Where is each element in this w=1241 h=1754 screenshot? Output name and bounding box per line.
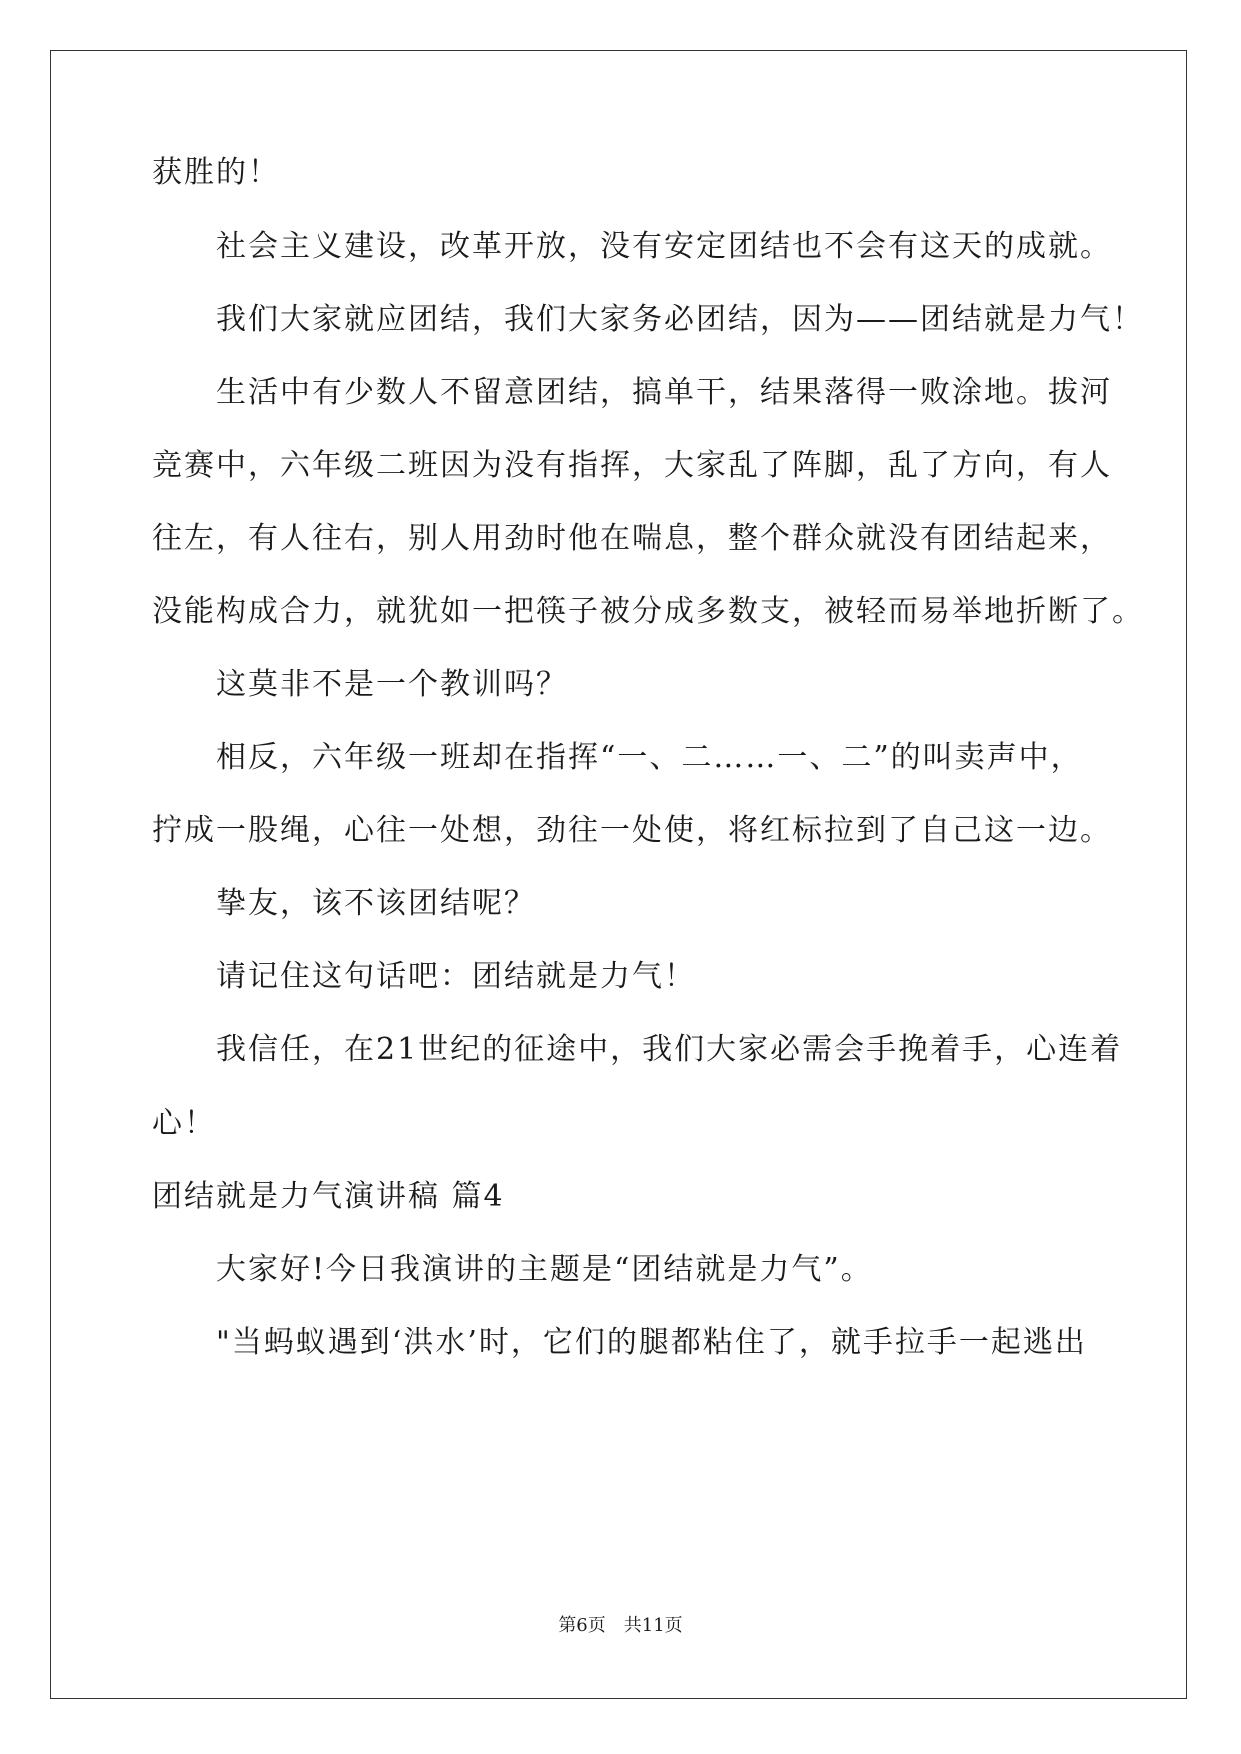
section-heading: 团结就是力气演讲稿 篇4 — [152, 1179, 505, 1214]
paragraph-line: 这莫非不是一个教训吗？ — [216, 667, 568, 702]
text-line: 往左，有人往右，别人用劲时他在喘息，整个群众就没有团结起来， — [152, 521, 1112, 556]
page-number-footer: 第6页 共11页 — [558, 1615, 683, 1636]
text-line: 获胜的！ — [152, 155, 280, 190]
page-border — [50, 50, 1187, 1699]
paragraph-line: "当蚂蚁遇到‘洪水’时，它们的腿都粘住了，就手拉手一起逃出 — [216, 1325, 1087, 1360]
text-line: 心！ — [152, 1106, 216, 1141]
text-line: 没能构成合力，就犹如一把筷子被分成多数支，被轻而易举地折断了。 — [152, 594, 1144, 629]
paragraph-line: 生活中有少数人不留意团结，搞单干，结果落得一败涂地。拔河 — [216, 375, 1112, 410]
paragraph-line: 相反，六年级一班却在指挥“一、二……一、二”的叫卖声中， — [216, 740, 1083, 775]
paragraph-line: 我信任，在21世纪的征途中，我们大家必需会手挽着手，心连着 — [216, 1032, 1123, 1067]
paragraph-line: 挚友，该不该团结呢？ — [216, 886, 536, 921]
text-line: 拧成一股绳，心往一处想，劲往一处使，将红标拉到了自己这一边。 — [152, 813, 1112, 848]
text-line: 竞赛中，六年级二班因为没有指挥，大家乱了阵脚，乱了方向，有人 — [152, 448, 1112, 483]
paragraph-line: 我们大家就应团结，我们大家务必团结，因为——团结就是力气！ — [216, 302, 1144, 337]
paragraph-line: 大家好!今日我演讲的主题是“团结就是力气”。 — [216, 1252, 873, 1287]
paragraph-line: 请记住这句话吧：团结就是力气！ — [216, 959, 696, 994]
paragraph-line: 社会主义建设，改革开放，没有安定团结也不会有这天的成就。 — [216, 229, 1112, 264]
